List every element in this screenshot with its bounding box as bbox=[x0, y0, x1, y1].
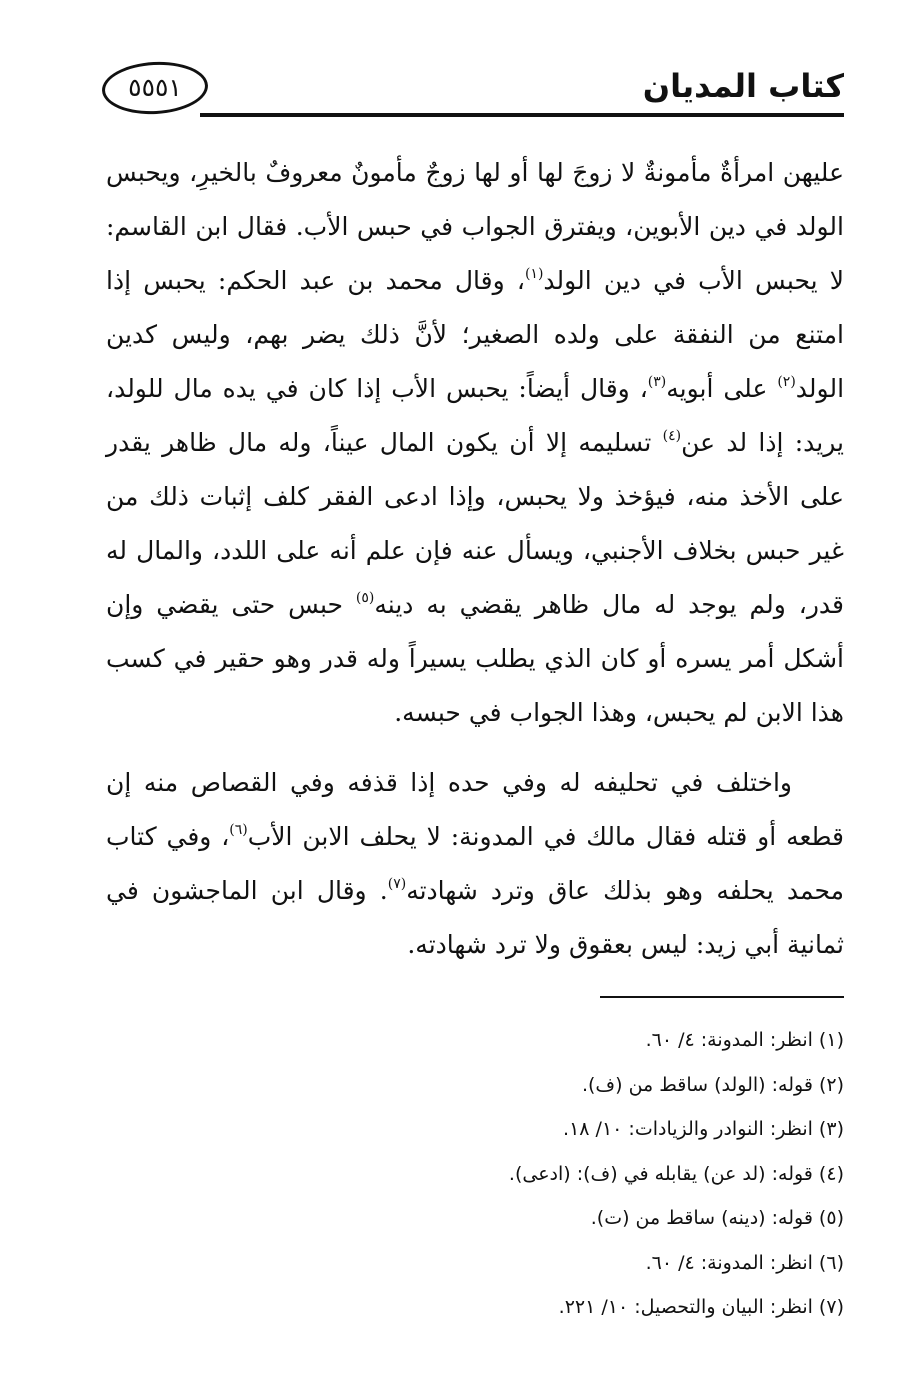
footnote-5: (٥) قوله: (دينه) ساقط من (ت). bbox=[590, 1207, 844, 1229]
text-segment: ، وقال محمد بن عبد الحكم: يحبس إذا امتنع من النفقة على ولده الصغير؛ لأنَّ ذلك يضر بهم، وليس كدين الولد bbox=[106, 266, 845, 403]
footnote-1: (١) انظر: المدونة: ٤/ ٦٠. bbox=[645, 1029, 844, 1051]
footnote-ref-4: (٤) bbox=[662, 428, 682, 444]
page-number: ٥٥٥١ bbox=[128, 73, 182, 102]
body-paragraph-1 bbox=[106, 146, 844, 740]
footnote-ref-2: (٢) bbox=[777, 374, 796, 390]
footnote-7: (٧) انظر: البيان والتحصيل: ١٠/ ٢٢١. bbox=[558, 1296, 844, 1318]
footnote-ref-6: (٦) bbox=[229, 822, 248, 838]
footnote-separator bbox=[600, 996, 844, 998]
running-title: كتاب المديان bbox=[642, 67, 844, 105]
header-rule bbox=[200, 113, 844, 117]
footnote-ref-1: (١) bbox=[524, 266, 544, 282]
text-segment: تسليمه إلا أن يكون المال عيناً، وله مال ظاهر يقدر على الأخذ منه، فيؤخذ ولا يحبس، وإذا ادعى الفقر كلف إثبات ذلك من غير حبس بخلاف الأجنبي، ويسأل عنه فإن علم أنه على اللدد، والمال له قدر، ولم يوجد له مال ظاهر يقضي به دينه bbox=[106, 428, 844, 619]
text-segment: حبس حتى يقضي وإن أشكل أمر يسره أو كان الذي يطلب يسيراً وله قدر وهو حقير في كسب هذا الابن لم يحبس، وهذا الجواب في حبسه. bbox=[106, 590, 844, 727]
footnotes-list bbox=[106, 1018, 844, 1330]
text-segment: ، وقال أيضاً: يحبس الأب إذا كان في يده مال للولد، يريد: إذا لد عن bbox=[106, 374, 845, 457]
footnote-ref-3: (٣) bbox=[647, 374, 667, 390]
body-paragraph-2 bbox=[106, 756, 844, 972]
text-segment: واختلف في تحليفه له وفي حده إذا قذفه وفي القصاص منه إن قطعه أو قتله فقال مالك في المدونة: لا يحلف الابن الأب bbox=[106, 768, 844, 851]
footnote-ref-5: (٥) bbox=[355, 590, 375, 606]
footnote-3: (٣) انظر: النوادر والزيادات: ١٠/ ١٨. bbox=[563, 1118, 844, 1140]
footnote-4: (٤) قوله: (لد عن) يقابله في (ف): (ادعى). bbox=[508, 1162, 844, 1185]
text-segment: . وقال ابن الماجشون في ثمانية أبي زيد: ليس بعقوق ولا ترد شهادته. bbox=[106, 876, 844, 959]
footnote-2: (٢) قوله: (الولد) ساقط من (ف). bbox=[581, 1073, 844, 1096]
text-segment: عليهن امرأةٌ مأمونةٌ لا زوجَ لها أو لها زوجٌ مأمونٌ معروفٌ بالخيرِ، ويحبس الولد في دين الأبوين، ويفترق الجواب في حبس الأب. فقال ابن القاسم: لا يحبس الأب في دين الولد bbox=[106, 158, 844, 295]
text-segment: ، وفي كتاب محمد يحلفه وهو بذلك عاق وترد شهادته bbox=[106, 822, 844, 905]
footnote-6: (٦) انظر: المدونة: ٤/ ٦٠. bbox=[645, 1251, 844, 1274]
footnote-ref-7: (٧) bbox=[387, 876, 407, 892]
text-segment: على أبويه bbox=[666, 374, 778, 403]
